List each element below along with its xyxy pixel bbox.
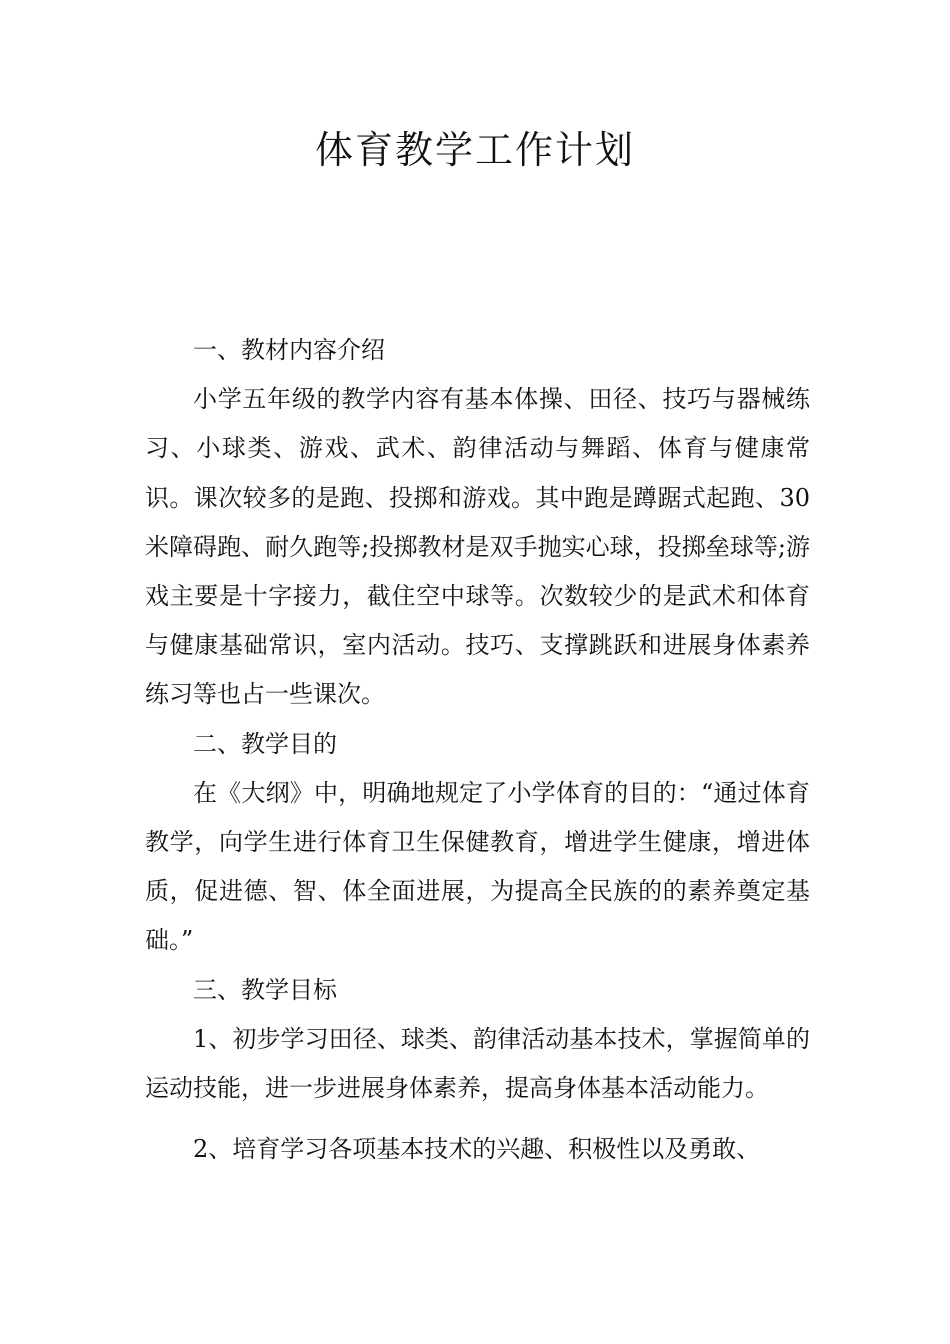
section-heading-purpose: 二、教学目的	[193, 729, 337, 758]
paragraph-materials: 小学五年级的教学内容有基本体操、田径、技巧与器械练习、小球类、游戏、武术、韵律活动与舞蹈、体育与健康常识。课次较多的是跑、投掷和游戏。其中跑是蹲踞式起跑、30米障碍跑、耐久跑等;投掷教材是双手抛实心球，投掷垒球等;游戏主要是十字接力，截住空中球等。次数较少的是武术和体育与健康基础常识，室内活动。技巧、支撑跳跃和进展身体素养练习等也占一些课次。	[145, 385, 810, 709]
section-heading-goals: 三、教学目标	[193, 975, 337, 1004]
document-body	[145, 326, 810, 1174]
section-heading-materials: 一、教材内容介绍	[193, 336, 385, 364]
paragraph-goal-2: 2、培育学习各项基本技术的兴趣、积极性以及勇敢、	[193, 1135, 761, 1164]
document-title: 体育教学工作计划	[314, 128, 635, 172]
paragraph-goal-1: 1、初步学习田径、球类、韵律活动基本技术，掌握简单的运动技能，进一步进展身体素养，提高身体基本活动能力。	[145, 1024, 810, 1103]
paragraph-purpose: 在《大纲》中，明确地规定了小学体育的目的：“通过体育教学，向学生进行体育卫生保健教育，增进学生健康，增进体质，促进德、智、体全面进展，为提高全民族的的素养奠定基础。”	[145, 778, 810, 955]
